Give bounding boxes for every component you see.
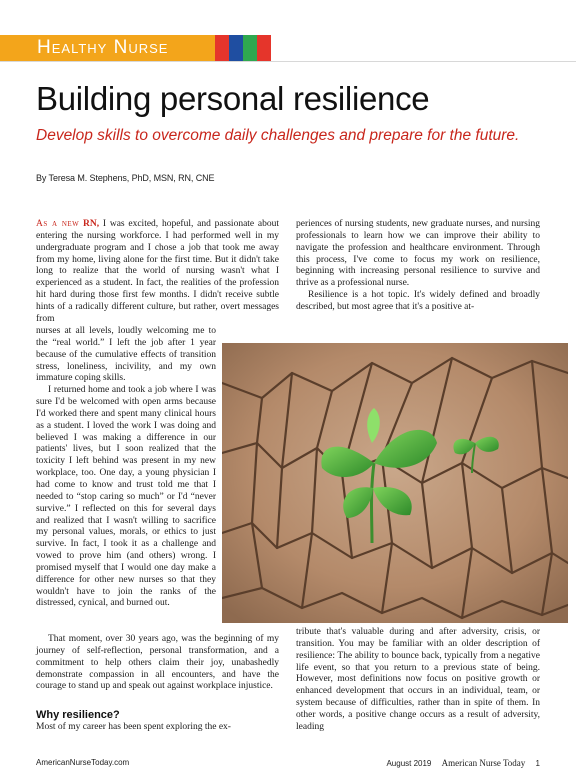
color-block-green	[243, 35, 257, 61]
footer-right	[378, 758, 540, 768]
paragraph-3: That moment, over 30 years ago, was the beginning of my journey of self-reflection, personal transformation, and a commitment to help others claim their joy, unabashedly demonstrate compassion in all encounters, and have the courage to stand up and speak out against workplace injustice.	[36, 634, 279, 692]
paragraph-1: I was excited, hopeful, and passionate about entering the nursing workforce. I had performed well in my undergraduate program and I chose a job that took me away from my home, living alone for the first time. But it didn't take long to realize that the world of nursing wasn't what I experienced as a student. In fact, the realities of the profession hit hard during those first few months. I didn't receive subtle hints of a radically different culture, but rather, overt messages from	[36, 219, 280, 324]
sprout-illustration	[222, 343, 568, 623]
column-left-bottom	[36, 634, 279, 693]
paragraph-1-wrap: nurses at all levels, loudly welcoming me to the “real world.” I left the job after 1 year because of the cumulative effects of transition stress, loneliness, incivility, and my own immature coping skills.	[36, 326, 216, 384]
color-block-blue	[229, 35, 243, 61]
section-label: Healthy Nurse	[37, 37, 169, 58]
column-left-top	[36, 219, 279, 326]
lead-rn: RN,	[83, 219, 100, 229]
color-blocks	[215, 35, 271, 61]
footer-website: AmericanNurseToday.com	[36, 758, 130, 767]
header-rule	[0, 61, 576, 62]
column-left-end	[36, 722, 279, 734]
page-number: 1	[535, 759, 540, 768]
paragraph-4: Most of my career has been spent exploring the ex-	[36, 722, 231, 732]
column-right-top	[296, 219, 540, 314]
column-left-wrap	[36, 326, 216, 610]
footer-magazine: American Nurse Today	[441, 758, 526, 768]
column-right-bottom	[296, 627, 540, 734]
article-subtitle: Develop skills to overcome daily challenges and prepare for the future.	[36, 127, 520, 144]
paragraph-right-2: Resilience is a hot topic. It's widely defined and broadly described, but most agree that it's a positive at-	[296, 290, 540, 312]
paragraph-2: I returned home and took a job where I was sure I'd be welcomed with open arms because I'd worked there and spent many clinical hours as a student. I loved the work I was doing and believed I was making a difference in our patients' lives, but I soon realized that the toxicity I left behind was present in my new workplace, too. One day, a young physician I had come to know and trust told me that I needed to “stop caring so much” or I'd “never survive.” I reflected on this for several days and realized that I wasn't willing to sacrifice my personal values, morals, or ethics to just survive. In fact, I took it as a challenge and vowed to prove him (and others) wrong. I promised myself that I would one day make a difference for other new nurses so that they wouldn't have to join the ranks of the distressed, cynical, and burned out.	[36, 385, 216, 609]
photo-sprout-cracked-earth	[222, 343, 568, 623]
section-heading: Why resilience?	[36, 709, 120, 721]
article-title: Building personal resilience	[36, 80, 430, 117]
byline: By Teresa M. Stephens, PhD, MSN, RN, CNE	[36, 173, 215, 183]
paragraph-right-1: periences of nursing students, new graduate nurses, and nursing professionals to learn how we can improve their ability to navigate the profession and healthcare environment. Through this process, I've come to focus my work on resilience, beginning with increasing personal resilience to survive and thrive as a professional nurse.	[296, 219, 540, 289]
lead-caps: As a new	[36, 219, 80, 229]
color-block-red-2	[257, 35, 271, 61]
color-block-red	[215, 35, 229, 61]
footer-date: August 2019	[386, 759, 432, 768]
paragraph-right-3: tribute that's valuable during and after adversity, crisis, or transition. You may be familiar with an older description of resilience: The ability to bounce back, typically from a negative life event, so that you return to a previous state of being. However, most definitions now focus on positive growth or enhanced development that occurs in an individual, team, or system because of difficulties, rather than in spite of them. In other words, a positive change occurs as a result of adversity, leading	[296, 627, 540, 732]
